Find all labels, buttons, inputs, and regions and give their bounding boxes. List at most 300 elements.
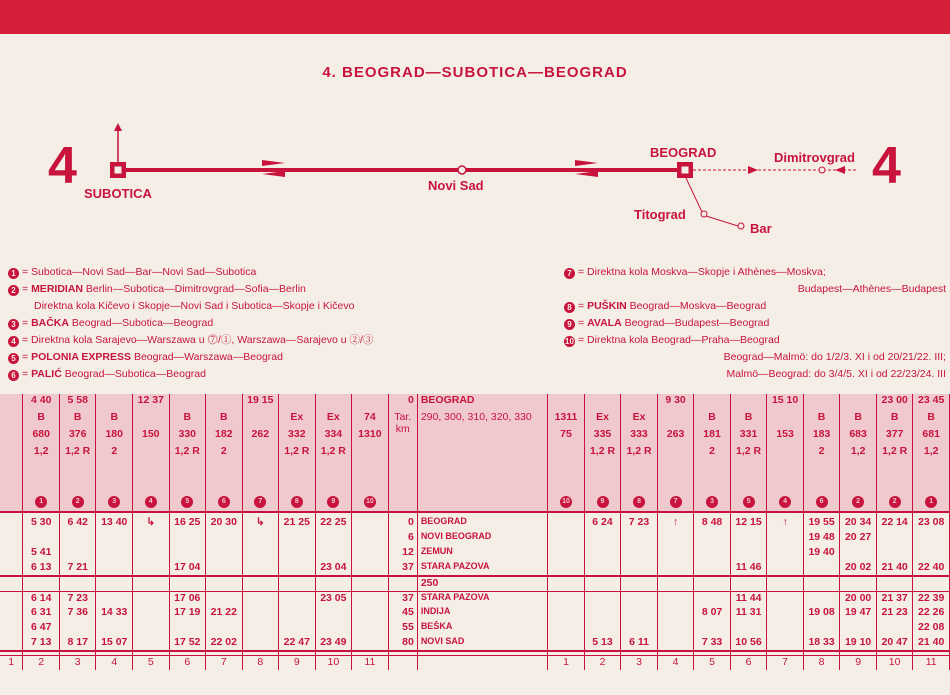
time-cell bbox=[584, 561, 621, 576]
column-number: 7 bbox=[767, 655, 804, 670]
symbol-cell bbox=[767, 478, 804, 494]
note-circle: 7 bbox=[254, 496, 266, 508]
train-class bbox=[767, 411, 804, 428]
train-cars: 1,2 R bbox=[315, 445, 352, 462]
train-cars bbox=[0, 445, 23, 462]
time-cell bbox=[96, 621, 133, 636]
station-name: NOVI SAD bbox=[417, 636, 547, 651]
legend-number-badge: 6 bbox=[8, 370, 19, 381]
train-class bbox=[0, 411, 23, 428]
note-circle: 9 bbox=[597, 496, 609, 508]
legend-text: = Direktna kola Sarajevo—Warszawa u ⓻/①, Warszawa—Sarajevo u ②/③ bbox=[22, 334, 374, 346]
time-cell: 6 24 bbox=[584, 516, 621, 531]
time-cell: 7 23 bbox=[621, 516, 658, 531]
train-cars: 1,2 bbox=[23, 445, 60, 462]
time-cell: 6 47 bbox=[23, 621, 60, 636]
time-cell: 19 10 bbox=[840, 636, 877, 651]
time-cell bbox=[876, 546, 913, 561]
time-cell bbox=[279, 591, 316, 606]
train-cars: 1,2 R bbox=[621, 445, 658, 462]
symbol-cell bbox=[417, 478, 547, 494]
blank-cell bbox=[242, 576, 279, 591]
time-cell bbox=[0, 591, 23, 606]
time-cell: 22 02 bbox=[206, 636, 243, 651]
symbol-cell bbox=[59, 462, 96, 478]
time-cell bbox=[315, 546, 352, 561]
legend-entry bbox=[564, 349, 946, 366]
blank-cell bbox=[657, 576, 694, 591]
time-cell bbox=[913, 546, 950, 561]
symbol-cell bbox=[279, 462, 316, 478]
time-cell bbox=[315, 621, 352, 636]
note-circle: 4 bbox=[779, 496, 791, 508]
time-cell bbox=[621, 606, 658, 621]
symbol-cell bbox=[694, 462, 731, 478]
time-cell bbox=[840, 621, 877, 636]
time-cell bbox=[352, 591, 389, 606]
time-cell bbox=[315, 606, 352, 621]
time-cell bbox=[621, 546, 658, 561]
time-cell bbox=[279, 621, 316, 636]
time-cell: 18 33 bbox=[803, 636, 840, 651]
time-cell bbox=[584, 591, 621, 606]
train-class: B bbox=[96, 411, 133, 428]
time-cell bbox=[133, 606, 170, 621]
circle-cell bbox=[913, 494, 950, 512]
train-time: 15 10 bbox=[767, 394, 804, 411]
legend-train-name: PALIĆ bbox=[31, 368, 62, 380]
train-number: 180 bbox=[96, 428, 133, 445]
symbol-cell bbox=[206, 462, 243, 478]
note-circle: 10 bbox=[364, 496, 376, 508]
time-cell bbox=[0, 531, 23, 546]
time-cell: 11 31 bbox=[730, 606, 767, 621]
train-cars bbox=[657, 445, 694, 462]
note-circle: 3 bbox=[706, 496, 718, 508]
symbol-cell bbox=[657, 462, 694, 478]
station-name: BEŠKA bbox=[417, 621, 547, 636]
train-class: B bbox=[59, 411, 96, 428]
legend-entry bbox=[564, 264, 946, 281]
symbol-cell bbox=[242, 462, 279, 478]
train-number: 150 bbox=[133, 428, 170, 445]
legend-text: Malmö—Beograd: do 3/4/5. XI i od 22/23/24. III bbox=[726, 368, 946, 380]
time-cell bbox=[657, 621, 694, 636]
km-cell: 12 bbox=[388, 546, 417, 561]
time-cell bbox=[279, 546, 316, 561]
blank-cell bbox=[96, 576, 133, 591]
train-cars: 1,2 bbox=[913, 445, 950, 462]
km-blank bbox=[388, 445, 417, 462]
time-cell bbox=[694, 621, 731, 636]
time-cell: 19 40 bbox=[803, 546, 840, 561]
train-cars: 1,2 R bbox=[59, 445, 96, 462]
time-cell bbox=[767, 561, 804, 576]
time-cell: 6 11 bbox=[621, 636, 658, 651]
train-time bbox=[840, 394, 877, 411]
column-number: 2 bbox=[584, 655, 621, 670]
station-name: BEOGRAD bbox=[417, 516, 547, 531]
time-cell: 5 30 bbox=[23, 516, 60, 531]
legend-text: Direktna kola Kičevo i Skopje—Novi Sad i Subotica—Skopje i Kičevo bbox=[34, 300, 355, 312]
column-number: 6 bbox=[730, 655, 767, 670]
station-blank bbox=[417, 445, 547, 462]
km-cell: 45 bbox=[388, 606, 417, 621]
symbol-cell bbox=[0, 478, 23, 494]
time-cell bbox=[876, 621, 913, 636]
train-class: B bbox=[730, 411, 767, 428]
train-time bbox=[169, 394, 206, 411]
legend-left bbox=[8, 264, 548, 383]
blank-cell bbox=[0, 576, 23, 591]
blank-cell bbox=[803, 576, 840, 591]
station-name: NOVI BEOGRAD bbox=[417, 531, 547, 546]
time-cell: ↳ bbox=[242, 516, 279, 531]
note-circle: 5 bbox=[743, 496, 755, 508]
legend-equals: = bbox=[22, 368, 32, 380]
legend-right bbox=[564, 264, 946, 383]
train-time bbox=[0, 394, 23, 411]
symbol-cell bbox=[417, 462, 547, 478]
circle-cell bbox=[242, 494, 279, 512]
blank-cell bbox=[584, 576, 621, 591]
time-cell bbox=[96, 561, 133, 576]
time-cell bbox=[0, 546, 23, 561]
symbol-cell bbox=[133, 462, 170, 478]
symbol-cell bbox=[242, 478, 279, 494]
time-cell: 22 47 bbox=[279, 636, 316, 651]
time-cell bbox=[621, 621, 658, 636]
blank-cell bbox=[767, 576, 804, 591]
time-cell bbox=[730, 531, 767, 546]
time-cell: 15 07 bbox=[96, 636, 133, 651]
blank-cell bbox=[730, 576, 767, 591]
train-cars bbox=[242, 445, 279, 462]
time-cell bbox=[352, 621, 389, 636]
circle-cell bbox=[840, 494, 877, 512]
legend-text: Beograd—Budapest—Beograd bbox=[621, 317, 770, 329]
train-time bbox=[803, 394, 840, 411]
symbol-cell bbox=[840, 462, 877, 478]
column-number: 1 bbox=[548, 655, 585, 670]
symbol-cell bbox=[548, 478, 585, 494]
legend-equals: = bbox=[578, 317, 588, 329]
time-cell: 7 21 bbox=[59, 561, 96, 576]
circle-cell bbox=[584, 494, 621, 512]
circle-cell bbox=[876, 494, 913, 512]
symbol-cell bbox=[876, 462, 913, 478]
route-line-svg bbox=[0, 95, 950, 245]
train-number: 681 bbox=[913, 428, 950, 445]
time-cell: 21 22 bbox=[206, 606, 243, 621]
time-cell bbox=[548, 546, 585, 561]
time-cell: 21 40 bbox=[913, 636, 950, 651]
legend-entry bbox=[8, 315, 548, 332]
time-cell bbox=[242, 636, 279, 651]
time-cell bbox=[584, 546, 621, 561]
legend-entry bbox=[8, 349, 548, 366]
km-cell: 37 bbox=[388, 591, 417, 606]
time-cell bbox=[548, 561, 585, 576]
note-circle: 6 bbox=[816, 496, 828, 508]
time-cell: 19 47 bbox=[840, 606, 877, 621]
time-cell bbox=[803, 591, 840, 606]
station-beograd: BEOGRAD bbox=[650, 145, 717, 160]
time-cell: 22 40 bbox=[913, 561, 950, 576]
km-header: 0 bbox=[388, 394, 417, 411]
time-cell bbox=[548, 606, 585, 621]
station-subotica: SUBOTICA bbox=[84, 186, 152, 201]
time-cell: 7 13 bbox=[23, 636, 60, 651]
circle-cell bbox=[169, 494, 206, 512]
time-cell bbox=[840, 546, 877, 561]
time-cell bbox=[694, 531, 731, 546]
train-class: B bbox=[876, 411, 913, 428]
train-class: B bbox=[23, 411, 60, 428]
symbol-cell bbox=[694, 478, 731, 494]
time-cell: 10 56 bbox=[730, 636, 767, 651]
legend-train-name: AVALA bbox=[587, 317, 622, 329]
legend-text: = Direktna kola Beograd—Praha—Beograd bbox=[578, 334, 780, 346]
train-time: 5 58 bbox=[59, 394, 96, 411]
symbol-cell bbox=[169, 462, 206, 478]
symbol-cell bbox=[352, 478, 389, 494]
time-cell bbox=[767, 531, 804, 546]
train-class: Ex bbox=[584, 411, 621, 428]
legend-entry bbox=[564, 332, 946, 349]
train-time bbox=[730, 394, 767, 411]
train-class bbox=[242, 411, 279, 428]
time-cell bbox=[548, 516, 585, 531]
time-cell bbox=[206, 621, 243, 636]
time-cell bbox=[23, 531, 60, 546]
symbol-cell bbox=[0, 462, 23, 478]
time-cell: 20 30 bbox=[206, 516, 243, 531]
column-number: 10 bbox=[876, 655, 913, 670]
symbol-cell bbox=[913, 462, 950, 478]
circle-cell bbox=[548, 494, 585, 512]
train-class: B bbox=[206, 411, 243, 428]
time-cell bbox=[352, 516, 389, 531]
station-name: STARA PAZOVA bbox=[417, 591, 547, 606]
circle-cell bbox=[279, 494, 316, 512]
train-time bbox=[279, 394, 316, 411]
train-time: 23 00 bbox=[876, 394, 913, 411]
column-number: 5 bbox=[133, 655, 170, 670]
legend-equals: = bbox=[22, 351, 32, 363]
train-cars: 1,2 R bbox=[169, 445, 206, 462]
time-cell bbox=[133, 561, 170, 576]
symbol-cell bbox=[803, 478, 840, 494]
time-cell bbox=[657, 546, 694, 561]
blank-cell bbox=[206, 576, 243, 591]
time-cell bbox=[0, 561, 23, 576]
blank-cell bbox=[694, 576, 731, 591]
left-table-number: 4 bbox=[48, 137, 77, 195]
column-number: 11 bbox=[913, 655, 950, 670]
time-cell bbox=[96, 531, 133, 546]
time-cell bbox=[621, 591, 658, 606]
legend-text: Beograd—Subotica—Beograd bbox=[61, 368, 206, 380]
time-cell bbox=[206, 546, 243, 561]
blank-cell bbox=[876, 576, 913, 591]
train-number: 680 bbox=[23, 428, 60, 445]
time-cell: 16 25 bbox=[169, 516, 206, 531]
time-cell: 6 13 bbox=[23, 561, 60, 576]
blank-cell bbox=[621, 576, 658, 591]
train-number: 182 bbox=[206, 428, 243, 445]
symbol-cell bbox=[621, 462, 658, 478]
circle-cell bbox=[133, 494, 170, 512]
time-cell bbox=[133, 621, 170, 636]
time-cell: 20 00 bbox=[840, 591, 877, 606]
column-number: 4 bbox=[96, 655, 133, 670]
train-class bbox=[657, 411, 694, 428]
train-time bbox=[694, 394, 731, 411]
train-class: B bbox=[913, 411, 950, 428]
time-cell bbox=[803, 561, 840, 576]
station-titograd: Titograd bbox=[634, 207, 686, 222]
time-cell: 20 02 bbox=[840, 561, 877, 576]
legend-number-badge: 1 bbox=[8, 268, 19, 279]
legend-number-badge: 3 bbox=[8, 319, 19, 330]
time-cell bbox=[242, 606, 279, 621]
note-circle: 5 bbox=[181, 496, 193, 508]
km-cell: 0 bbox=[388, 516, 417, 531]
time-cell: 23 49 bbox=[315, 636, 352, 651]
train-cars: 2 bbox=[803, 445, 840, 462]
symbol-cell bbox=[730, 462, 767, 478]
legend-number-badge: 2 bbox=[8, 285, 19, 296]
time-cell bbox=[548, 531, 585, 546]
legend-equals: = bbox=[22, 283, 32, 295]
train-class: 1311 bbox=[548, 411, 585, 428]
time-cell: 8 48 bbox=[694, 516, 731, 531]
blank-cell bbox=[59, 576, 96, 591]
station-blank bbox=[417, 494, 547, 512]
symbol-cell bbox=[23, 478, 60, 494]
symbol-cell bbox=[96, 462, 133, 478]
symbol-cell bbox=[657, 478, 694, 494]
column-number: 7 bbox=[206, 655, 243, 670]
blank-cell bbox=[840, 576, 877, 591]
time-cell bbox=[96, 591, 133, 606]
time-cell: 11 44 bbox=[730, 591, 767, 606]
note-circle: 1 bbox=[35, 496, 47, 508]
legend-text: Budapest—Athènes—Budapest bbox=[797, 283, 946, 295]
legend-text: Beograd—Malmö: do 1/2/3. XI i od 20/21/22. III; bbox=[723, 351, 946, 363]
time-cell bbox=[133, 636, 170, 651]
train-time: 4 40 bbox=[23, 394, 60, 411]
time-cell bbox=[694, 591, 731, 606]
time-cell bbox=[767, 636, 804, 651]
time-cell bbox=[621, 561, 658, 576]
symbol-cell bbox=[584, 462, 621, 478]
time-cell bbox=[0, 621, 23, 636]
time-cell: 7 33 bbox=[694, 636, 731, 651]
time-cell: 5 41 bbox=[23, 546, 60, 561]
note-circle: 2 bbox=[852, 496, 864, 508]
legend-number-badge: 7 bbox=[564, 268, 575, 279]
column-number: 9 bbox=[840, 655, 877, 670]
symbol-cell bbox=[584, 478, 621, 494]
blank-cell bbox=[315, 576, 352, 591]
time-cell: 21 37 bbox=[876, 591, 913, 606]
blank-cell bbox=[913, 576, 950, 591]
train-cars: 2 bbox=[694, 445, 731, 462]
note-circle: 4 bbox=[145, 496, 157, 508]
km-cell: 37 bbox=[388, 561, 417, 576]
train-class: Ex bbox=[279, 411, 316, 428]
train-time: 12 37 bbox=[133, 394, 170, 411]
note-circle: 8 bbox=[291, 496, 303, 508]
time-cell bbox=[730, 621, 767, 636]
time-cell bbox=[694, 546, 731, 561]
time-cell bbox=[913, 531, 950, 546]
train-cars: 2 bbox=[206, 445, 243, 462]
circle-cell bbox=[96, 494, 133, 512]
train-time bbox=[621, 394, 658, 411]
time-cell bbox=[657, 636, 694, 651]
time-cell bbox=[242, 591, 279, 606]
time-cell bbox=[548, 621, 585, 636]
time-cell bbox=[548, 636, 585, 651]
train-number: 153 bbox=[767, 428, 804, 445]
station-blank bbox=[417, 655, 547, 670]
train-cars: 2 bbox=[96, 445, 133, 462]
circle-cell bbox=[803, 494, 840, 512]
circle-cell bbox=[730, 494, 767, 512]
time-cell: 20 34 bbox=[840, 516, 877, 531]
time-cell bbox=[133, 531, 170, 546]
time-cell bbox=[279, 531, 316, 546]
time-cell bbox=[133, 591, 170, 606]
circle-cell bbox=[657, 494, 694, 512]
time-cell bbox=[206, 591, 243, 606]
train-number: 333 bbox=[621, 428, 658, 445]
time-cell bbox=[206, 561, 243, 576]
train-number: 334 bbox=[315, 428, 352, 445]
train-cars: 1,2 R bbox=[584, 445, 621, 462]
time-cell bbox=[352, 636, 389, 651]
time-cell bbox=[584, 606, 621, 621]
right-table-number: 4 bbox=[872, 137, 901, 195]
train-number: 263 bbox=[657, 428, 694, 445]
time-cell bbox=[657, 531, 694, 546]
legend-equals: = bbox=[22, 317, 32, 329]
station-header: BEOGRAD bbox=[417, 394, 547, 411]
time-cell bbox=[279, 606, 316, 621]
km-blank bbox=[388, 576, 417, 591]
time-cell bbox=[657, 606, 694, 621]
column-number: 3 bbox=[621, 655, 658, 670]
time-cell: 17 52 bbox=[169, 636, 206, 651]
time-cell: 22 26 bbox=[913, 606, 950, 621]
symbol-cell bbox=[96, 478, 133, 494]
time-cell bbox=[657, 561, 694, 576]
symbol-cell bbox=[279, 478, 316, 494]
time-cell: 19 48 bbox=[803, 531, 840, 546]
time-cell: 6 42 bbox=[59, 516, 96, 531]
column-number: 3 bbox=[59, 655, 96, 670]
time-cell: 17 06 bbox=[169, 591, 206, 606]
time-cell: 23 05 bbox=[315, 591, 352, 606]
time-cell: 13 40 bbox=[96, 516, 133, 531]
tariff-text: 290, 300, 310, 320, 330 bbox=[417, 411, 547, 445]
legend-number-badge: 9 bbox=[564, 319, 575, 330]
tariff-label: Tar. km bbox=[388, 411, 417, 445]
train-cars bbox=[767, 445, 804, 462]
